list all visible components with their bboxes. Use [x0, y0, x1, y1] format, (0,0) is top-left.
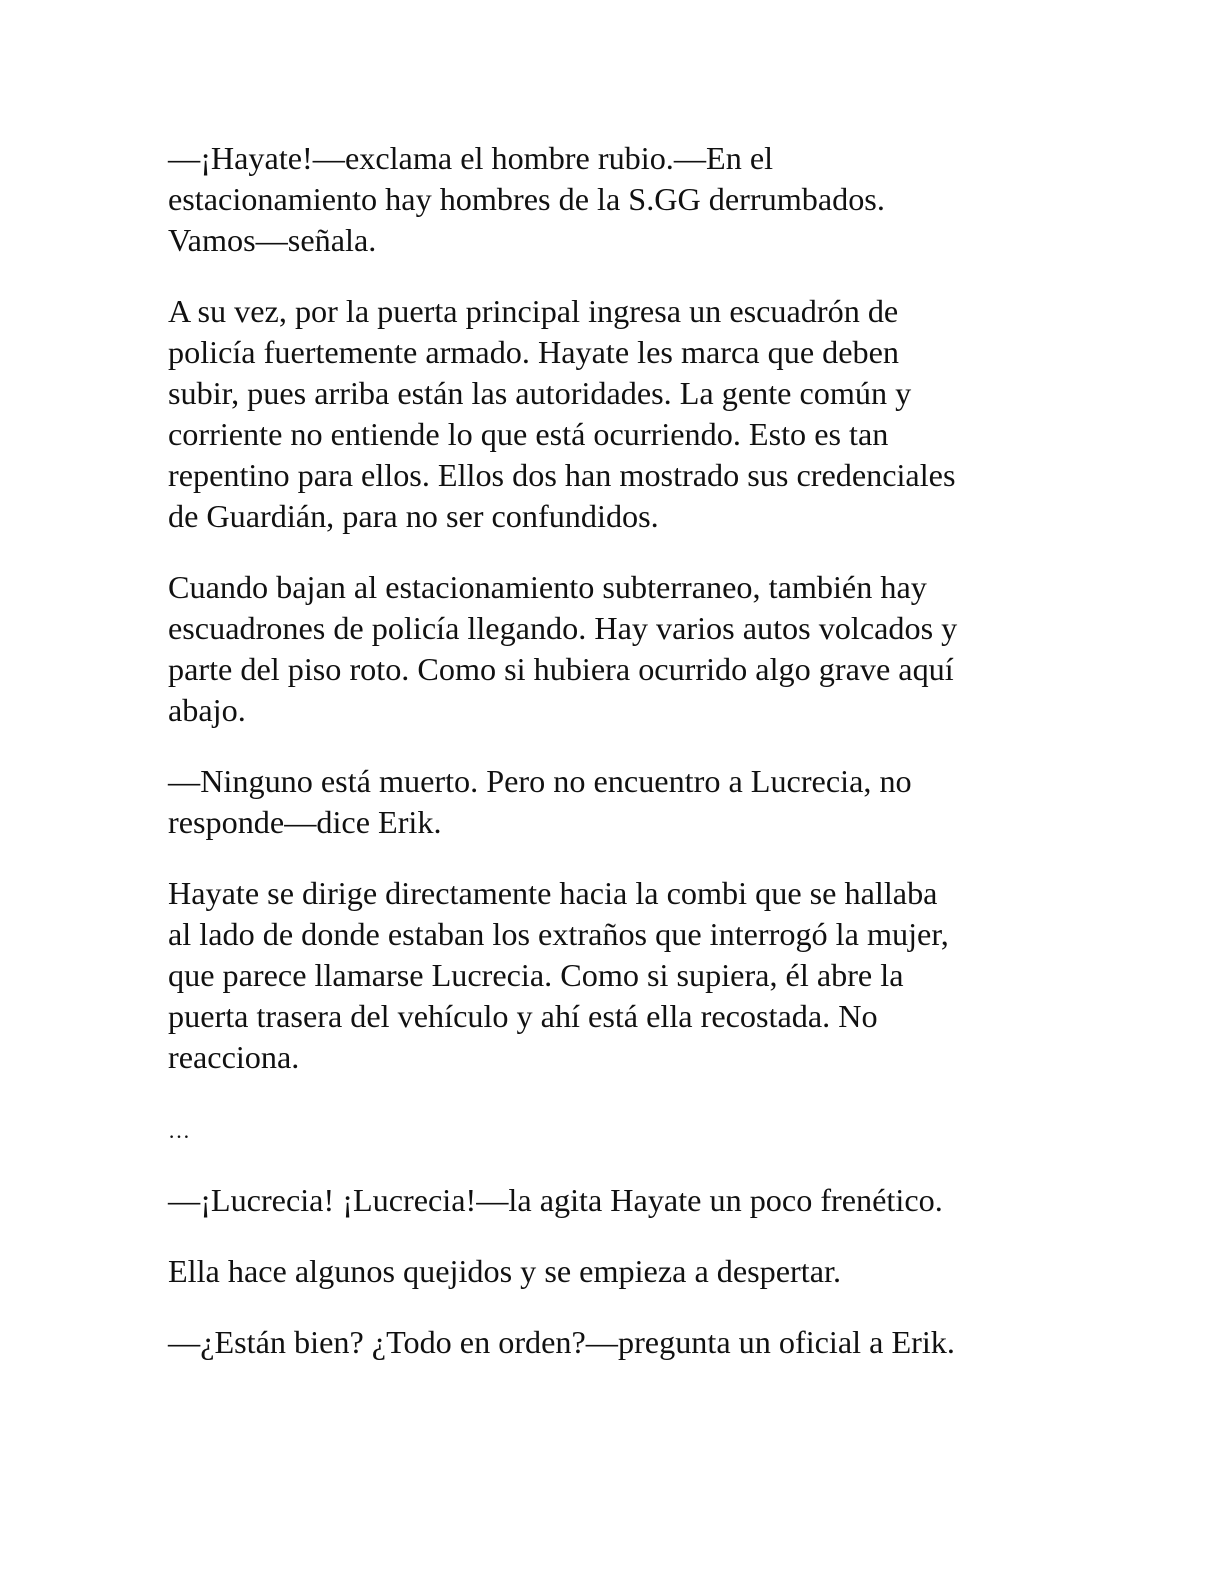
paragraph-1: —¡Hayate!—exclama el hombre rubio.—En el estacionamiento hay hombres de la S.GG derrumbados. Vamos—señala. — [168, 140, 885, 258]
paragraph-3: Cuando bajan al estacionamiento subterraneo, también hay escuadrones de policía llegando. Hay varios autos volcados y parte del piso roto. Como si hubiera ocurrido algo grave aquí abajo. — [168, 569, 958, 728]
document-page — [168, 138, 1058, 1393]
paragraph-8: —¿Están bien? ¿Todo en orden?—pregunta un oficial a Erik. — [168, 1324, 955, 1360]
paragraph-6: —¡Lucrecia! ¡Lucrecia!—la agita Hayate un poco frenético. — [168, 1182, 943, 1218]
scene-break: … — [168, 1118, 190, 1143]
paragraph-2: A su vez, por la puerta principal ingresa un escuadrón de policía fuertemente armado. Hayate les marca que deben subir, pues arriba están las autoridades. La gente común y corriente no entiende lo que está ocurriendo. Esto es tan repentino para ellos. Ellos dos han mostrado sus credenciales de Guardián, para no ser confundidos. — [168, 293, 956, 534]
paragraph-7: Ella hace algunos quejidos y se empieza a despertar. — [168, 1253, 841, 1289]
paragraph-5: Hayate se dirige directamente hacia la combi que se hallaba al lado de donde estaban los extraños que interrogó la mujer, que parece llamarse Lucrecia. Como si supiera, él abre la puerta trasera del vehículo y ahí está ella recostada. No reacciona. — [168, 875, 949, 1075]
paragraph-4: —Ninguno está muerto. Pero no encuentro a Lucrecia, no responde—dice Erik. — [168, 763, 912, 840]
